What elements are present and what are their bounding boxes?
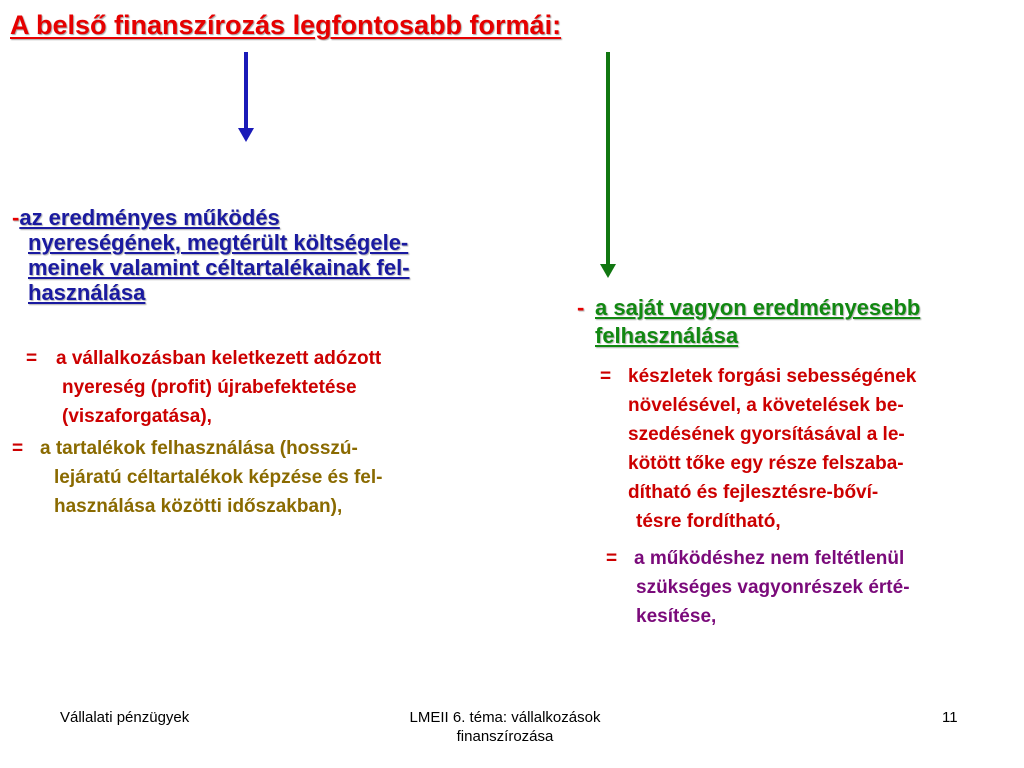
left-item-reserves [12, 434, 382, 521]
item-line: a vállalkozásban keletkezett adózott [56, 348, 382, 369]
footer-course-name: Vállalati pénzügyek [60, 709, 190, 726]
item-line: (viszaforgatása), [62, 406, 212, 427]
item-line: a működéshez nem feltétlenül [634, 548, 905, 569]
right-heading-line: felhasználása [595, 323, 739, 348]
item-marker: = [12, 438, 24, 459]
right-heading-dash: - [577, 295, 585, 320]
item-line: dítható és fejlesztésre-bőví- [628, 482, 879, 503]
left-heading-line: nyereségének, megtérült költségele- [28, 230, 409, 255]
green-down-arrow-icon [596, 52, 620, 280]
page-title: A belső finanszírozás legfontosabb formái: [10, 10, 562, 40]
right-item-inventory [600, 362, 916, 536]
left-heading-line: az eredményes működés [19, 205, 280, 230]
item-line: szedésének gyorsításával a le- [628, 424, 905, 445]
left-heading-dash: - [12, 205, 20, 230]
item-line: szükséges vagyonrészek érté- [636, 577, 910, 598]
left-heading [12, 205, 410, 305]
page-number: 11 [942, 709, 958, 726]
item-marker: = [26, 348, 38, 369]
right-heading-line: a saját vagyon eredményesebb [595, 295, 921, 320]
footer-topic-line: LMEII 6. téma: vállalkozások [409, 709, 601, 726]
left-heading-line: használása [28, 280, 146, 305]
footer-topic-line: finanszírozása [456, 728, 554, 745]
item-line: készletek forgási sebességének [628, 366, 917, 387]
item-marker: = [606, 548, 618, 569]
item-line: kötött tőke egy része felszaba- [628, 453, 904, 474]
item-line: tésre fordítható, [636, 511, 781, 532]
right-heading [577, 294, 920, 350]
left-heading-line: meinek valamint céltartalékainak fel- [28, 255, 410, 280]
footer-topic [360, 708, 650, 746]
right-item-asset-sale [606, 544, 910, 631]
item-line: lejáratú céltartalékok képzése és fel- [54, 467, 383, 488]
blue-down-arrow-icon [234, 52, 258, 144]
item-marker: = [600, 366, 612, 387]
item-line: növelésével, a követelések be- [628, 395, 904, 416]
item-line: a tartalékok felhasználása (hosszú- [40, 438, 358, 459]
item-line: nyereség (profit) újrabefektetése [62, 377, 357, 398]
item-line: használása közötti időszakban), [54, 496, 343, 517]
item-line: kesítése, [636, 606, 717, 627]
left-item-reinvestment [26, 344, 381, 431]
